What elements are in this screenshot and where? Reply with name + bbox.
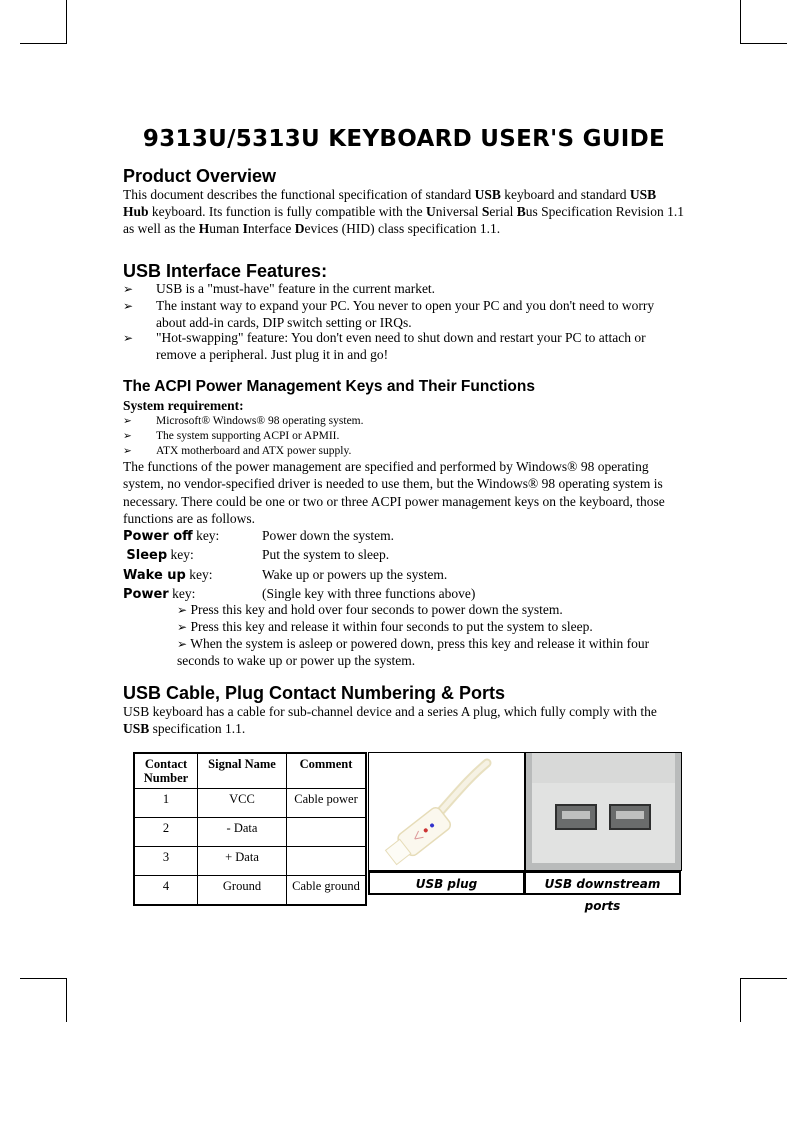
key-row-power-off: Power off key: Power down the system. [123, 528, 394, 544]
key-row-wake-up: Wake up key: Wake up or powers up the system. [123, 567, 448, 583]
crop-mark [740, 43, 787, 44]
list-item: ➢ When the system is asleep or powered down, press this key and release it within four seconds to wake up or power up the system. [177, 636, 650, 668]
table-cell: Cable ground [287, 876, 367, 906]
usb-plug-drawing [369, 753, 524, 870]
crop-mark [20, 978, 67, 979]
crop-mark [740, 0, 741, 44]
list-item: ➢ ATX motherboard and ATX power supply. [123, 445, 352, 457]
usb-ports-caption: USB downstream ports [524, 871, 681, 895]
usb-features-heading: USB Interface Features: [123, 261, 328, 281]
acpi-heading: The ACPI Power Management Keys and Their Functions [123, 378, 535, 395]
table-row [134, 876, 366, 906]
list-item: ➢ USB is a "must-have" feature in the current market. [123, 281, 436, 296]
table-cell: 4 [134, 876, 198, 906]
table-cell [287, 847, 367, 876]
table-cell: 2 [134, 818, 198, 847]
usb-cable-text: USB keyboard has a cable for sub-channel device and a series A plug, which fully comply with the USB specification 1.1. [123, 704, 657, 736]
table-header-row [134, 753, 366, 789]
usb-plug-image [368, 752, 525, 871]
key-row-power: Power key: (Single key with three functions above) [123, 586, 476, 602]
table-cell: - Data [198, 818, 287, 847]
column-header: Contact Number [134, 753, 198, 789]
table-row [134, 847, 366, 876]
page-title: 9313U/5313U KEYBOARD USER'S GUIDE [142, 126, 666, 152]
key-row-sleep: Sleep key: Put the system to sleep. [126, 547, 390, 563]
table-cell: Cable power [287, 789, 367, 818]
table-cell: Ground [198, 876, 287, 906]
column-header: Comment [287, 753, 367, 789]
table-cell [287, 818, 367, 847]
usb-ports-drawing [526, 753, 681, 870]
crop-mark [20, 43, 67, 44]
column-header: Signal Name [198, 753, 287, 789]
list-item: ➢ Press this key and release it within four seconds to put the system to sleep. [177, 619, 593, 634]
usb-plug-caption: USB plug [368, 871, 525, 895]
usb-cable-heading: USB Cable, Plug Contact Numbering & Ports [123, 683, 506, 703]
list-item: ➢ Press this key and hold over four seconds to power down the system. [177, 602, 563, 617]
table-cell: 1 [134, 789, 198, 818]
table-cell: 3 [134, 847, 198, 876]
acpi-description: The functions of the power management are specified and performed by Windows® 98 operating system, no vendor-specified driver is needed to use them, but the Windows® 98 operating system is necessary. There could be one or two or three ACPI power management keys on the keyboard, those functions are as follows. [123, 459, 665, 526]
table-row [134, 789, 366, 818]
crop-mark [740, 978, 741, 1022]
table-row [134, 818, 366, 847]
crop-mark [66, 978, 67, 1022]
product-overview-heading: Product Overview [123, 166, 277, 186]
crop-mark [740, 978, 787, 979]
list-item: ➢ Microsoft® Windows® 98 operating system. [123, 415, 364, 427]
list-item: ➢ The instant way to expand your PC. You never to open your PC and you don't need to worry about add-in cards, DIP switch setting or IRQs. [123, 298, 655, 330]
system-requirement-label: System requirement: [123, 398, 244, 413]
list-item: ➢ "Hot-swapping" feature: You don't even need to shut down and restart your PC to attach or remove a peripheral. Just plug it in and go! [123, 330, 646, 362]
contact-table [133, 752, 367, 906]
table-cell: + Data [198, 847, 287, 876]
usb-ports-image [525, 752, 682, 871]
product-overview-text: This document describes the functional specification of standard USB keyboard and standard USB Hub keyboard. Its function is fully compatible with the Universal Serial Bus Specification Revision 1.1 as well as the Human Interface Devices (HID) class specification 1.1. [123, 187, 684, 236]
crop-mark [66, 0, 67, 44]
table-cell: VCC [198, 789, 287, 818]
list-item: ➢ The system supporting ACPI or APMII. [123, 430, 340, 442]
